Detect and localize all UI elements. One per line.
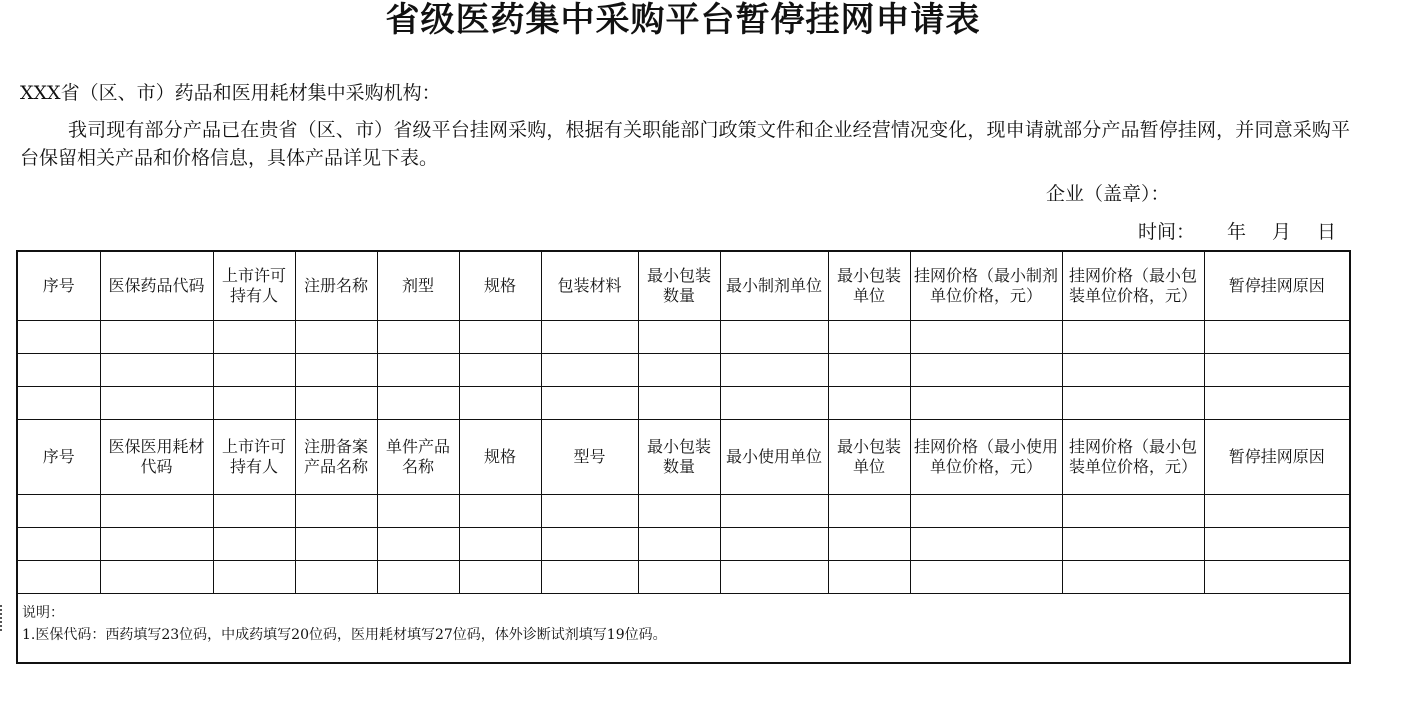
entry-cell[interactable]: [213, 495, 295, 528]
entry-cell[interactable]: [459, 495, 541, 528]
drug-entry-row[interactable]: [17, 354, 1350, 387]
notes-item: 1.医保代码：西药填写23位码，中成药填写20位码，医用耗材填写27位码，体外诊断试剂填写19位码。: [22, 627, 667, 643]
entry-cell[interactable]: [213, 528, 295, 561]
notes-cell: [17, 594, 1350, 664]
drug-header-cell: 最小包装单位: [828, 251, 910, 321]
drug-header-cell: 最小包装数量: [638, 251, 720, 321]
entry-cell[interactable]: [213, 387, 295, 420]
drug-header-cell: 注册名称: [295, 251, 377, 321]
entry-cell[interactable]: [1204, 528, 1350, 561]
entry-cell[interactable]: [295, 528, 377, 561]
entry-cell[interactable]: [828, 495, 910, 528]
entry-cell[interactable]: [1062, 354, 1204, 387]
entry-cell[interactable]: [459, 387, 541, 420]
entry-cell[interactable]: [100, 528, 213, 561]
entry-cell[interactable]: [17, 354, 100, 387]
consumable-header-row: [17, 420, 1350, 495]
drug-header-cell: 挂网价格（最小制剂单位价格，元）: [910, 251, 1062, 321]
drug-header-cell: 医保药品代码: [100, 251, 213, 321]
entry-cell[interactable]: [541, 321, 638, 354]
entry-cell[interactable]: [541, 354, 638, 387]
entry-cell[interactable]: [638, 495, 720, 528]
consumable-entry-row[interactable]: [17, 495, 1350, 528]
drug-entry-row[interactable]: [17, 387, 1350, 420]
consumable-header-cell: 规格: [459, 420, 541, 495]
entry-cell[interactable]: [17, 495, 100, 528]
entry-cell[interactable]: [377, 528, 459, 561]
notes-heading: 说明：: [22, 605, 64, 621]
drug-header-cell: 序号: [17, 251, 100, 321]
entry-cell[interactable]: [100, 387, 213, 420]
entry-cell[interactable]: [638, 387, 720, 420]
entry-cell[interactable]: [910, 561, 1062, 594]
consumable-entry-row[interactable]: [17, 528, 1350, 561]
consumable-header-cell: 最小包装数量: [638, 420, 720, 495]
consumable-header-cell: 序号: [17, 420, 100, 495]
entry-cell[interactable]: [377, 495, 459, 528]
entry-cell[interactable]: [638, 528, 720, 561]
entry-cell[interactable]: [213, 321, 295, 354]
entry-cell[interactable]: [377, 387, 459, 420]
consumable-header-cell: 医保医用耗材代码: [100, 420, 213, 495]
drug-entry-row[interactable]: [17, 321, 1350, 354]
entry-cell[interactable]: [459, 561, 541, 594]
company-seal-label: 企业（盖章）：: [1046, 183, 1170, 205]
drug-header-cell: 挂网价格（最小包装单位价格，元）: [1062, 251, 1204, 321]
entry-cell[interactable]: [541, 528, 638, 561]
entry-cell[interactable]: [828, 354, 910, 387]
entry-cell[interactable]: [910, 495, 1062, 528]
entry-cell[interactable]: [1204, 354, 1350, 387]
entry-cell[interactable]: [1062, 561, 1204, 594]
drug-header-cell: 规格: [459, 251, 541, 321]
consumable-header-cell: 最小包装单位: [828, 420, 910, 495]
drug-header-cell: 最小制剂单位: [720, 251, 828, 321]
entry-cell[interactable]: [1204, 561, 1350, 594]
entry-cell[interactable]: [638, 354, 720, 387]
suspension-application-table: [16, 250, 1351, 664]
entry-cell[interactable]: [1062, 321, 1204, 354]
drug-header-row: [17, 251, 1350, 321]
entry-cell[interactable]: [1204, 387, 1350, 420]
date-label: 时间：: [1138, 221, 1196, 243]
entry-cell[interactable]: [1204, 321, 1350, 354]
date-day-label: 日: [1317, 221, 1337, 243]
entry-cell[interactable]: [720, 354, 828, 387]
consumable-header-cell: 最小使用单位: [720, 420, 828, 495]
drug-header-cell: 剂型: [377, 251, 459, 321]
entry-cell[interactable]: [720, 321, 828, 354]
entry-cell[interactable]: [459, 354, 541, 387]
entry-cell[interactable]: [377, 354, 459, 387]
consumable-header-cell: 单件产品名称: [377, 420, 459, 495]
consumable-header-cell: 挂网价格（最小包装单位价格，元）: [1062, 420, 1204, 495]
entry-cell[interactable]: [213, 354, 295, 387]
entry-cell[interactable]: [459, 528, 541, 561]
entry-cell[interactable]: [720, 495, 828, 528]
page-title: 省级医药集中采购平台暂停挂网申请表: [385, 0, 981, 40]
entry-cell[interactable]: [541, 387, 638, 420]
consumable-header-cell: 暂停挂网原因: [1204, 420, 1350, 495]
entry-cell[interactable]: [295, 387, 377, 420]
entry-cell[interactable]: [910, 321, 1062, 354]
entry-cell[interactable]: [910, 387, 1062, 420]
entry-cell[interactable]: [720, 387, 828, 420]
notes-row: [17, 594, 1350, 664]
consumable-header-cell: 注册备案产品名称: [295, 420, 377, 495]
consumable-header-cell: 上市许可持有人: [213, 420, 295, 495]
drug-header-cell: 包装材料: [541, 251, 638, 321]
entry-cell[interactable]: [828, 561, 910, 594]
entry-cell[interactable]: [541, 495, 638, 528]
page-edge-mark: [0, 605, 6, 631]
entry-cell[interactable]: [720, 528, 828, 561]
entry-cell[interactable]: [17, 321, 100, 354]
drug-header-cell: 暂停挂网原因: [1204, 251, 1350, 321]
consumable-entry-row[interactable]: [17, 561, 1350, 594]
entry-cell[interactable]: [377, 561, 459, 594]
entry-cell[interactable]: [1062, 387, 1204, 420]
date-line: [1138, 219, 1336, 245]
entry-cell[interactable]: [828, 528, 910, 561]
entry-cell[interactable]: [295, 561, 377, 594]
entry-cell[interactable]: [295, 321, 377, 354]
application-body: 我司现有部分产品已在贵省（区、市）省级平台挂网采购，根据有关职能部门政策文件和企业经营情况变化，现申请就部分产品暂停挂网，并同意采购平台保留相关产品和价格信息，具体产品详见下表。: [20, 119, 1350, 169]
consumable-header-cell: 挂网价格（最小使用单位价格，元）: [910, 420, 1062, 495]
entry-cell[interactable]: [720, 561, 828, 594]
entry-cell[interactable]: [1062, 495, 1204, 528]
entry-cell[interactable]: [100, 561, 213, 594]
entry-cell[interactable]: [828, 387, 910, 420]
drug-header-cell: 上市许可持有人: [213, 251, 295, 321]
entry-cell[interactable]: [828, 321, 910, 354]
entry-cell[interactable]: [459, 321, 541, 354]
entry-cell[interactable]: [100, 354, 213, 387]
entry-cell[interactable]: [910, 354, 1062, 387]
entry-cell[interactable]: [100, 321, 213, 354]
date-month-label: 月: [1272, 221, 1292, 243]
consumable-header-cell: 型号: [541, 420, 638, 495]
entry-cell[interactable]: [541, 561, 638, 594]
entry-cell[interactable]: [377, 321, 459, 354]
entry-cell[interactable]: [638, 321, 720, 354]
entry-cell[interactable]: [17, 561, 100, 594]
entry-cell[interactable]: [910, 528, 1062, 561]
entry-cell[interactable]: [17, 528, 100, 561]
entry-cell[interactable]: [1204, 495, 1350, 528]
entry-cell[interactable]: [638, 561, 720, 594]
date-year-label: 年: [1227, 221, 1247, 243]
entry-cell[interactable]: [1062, 528, 1204, 561]
entry-cell[interactable]: [213, 561, 295, 594]
entry-cell[interactable]: [295, 354, 377, 387]
entry-cell[interactable]: [295, 495, 377, 528]
addressee-line: XXX省（区、市）药品和医用耗材集中采购机构：: [20, 82, 441, 104]
entry-cell[interactable]: [100, 495, 213, 528]
entry-cell[interactable]: [17, 387, 100, 420]
